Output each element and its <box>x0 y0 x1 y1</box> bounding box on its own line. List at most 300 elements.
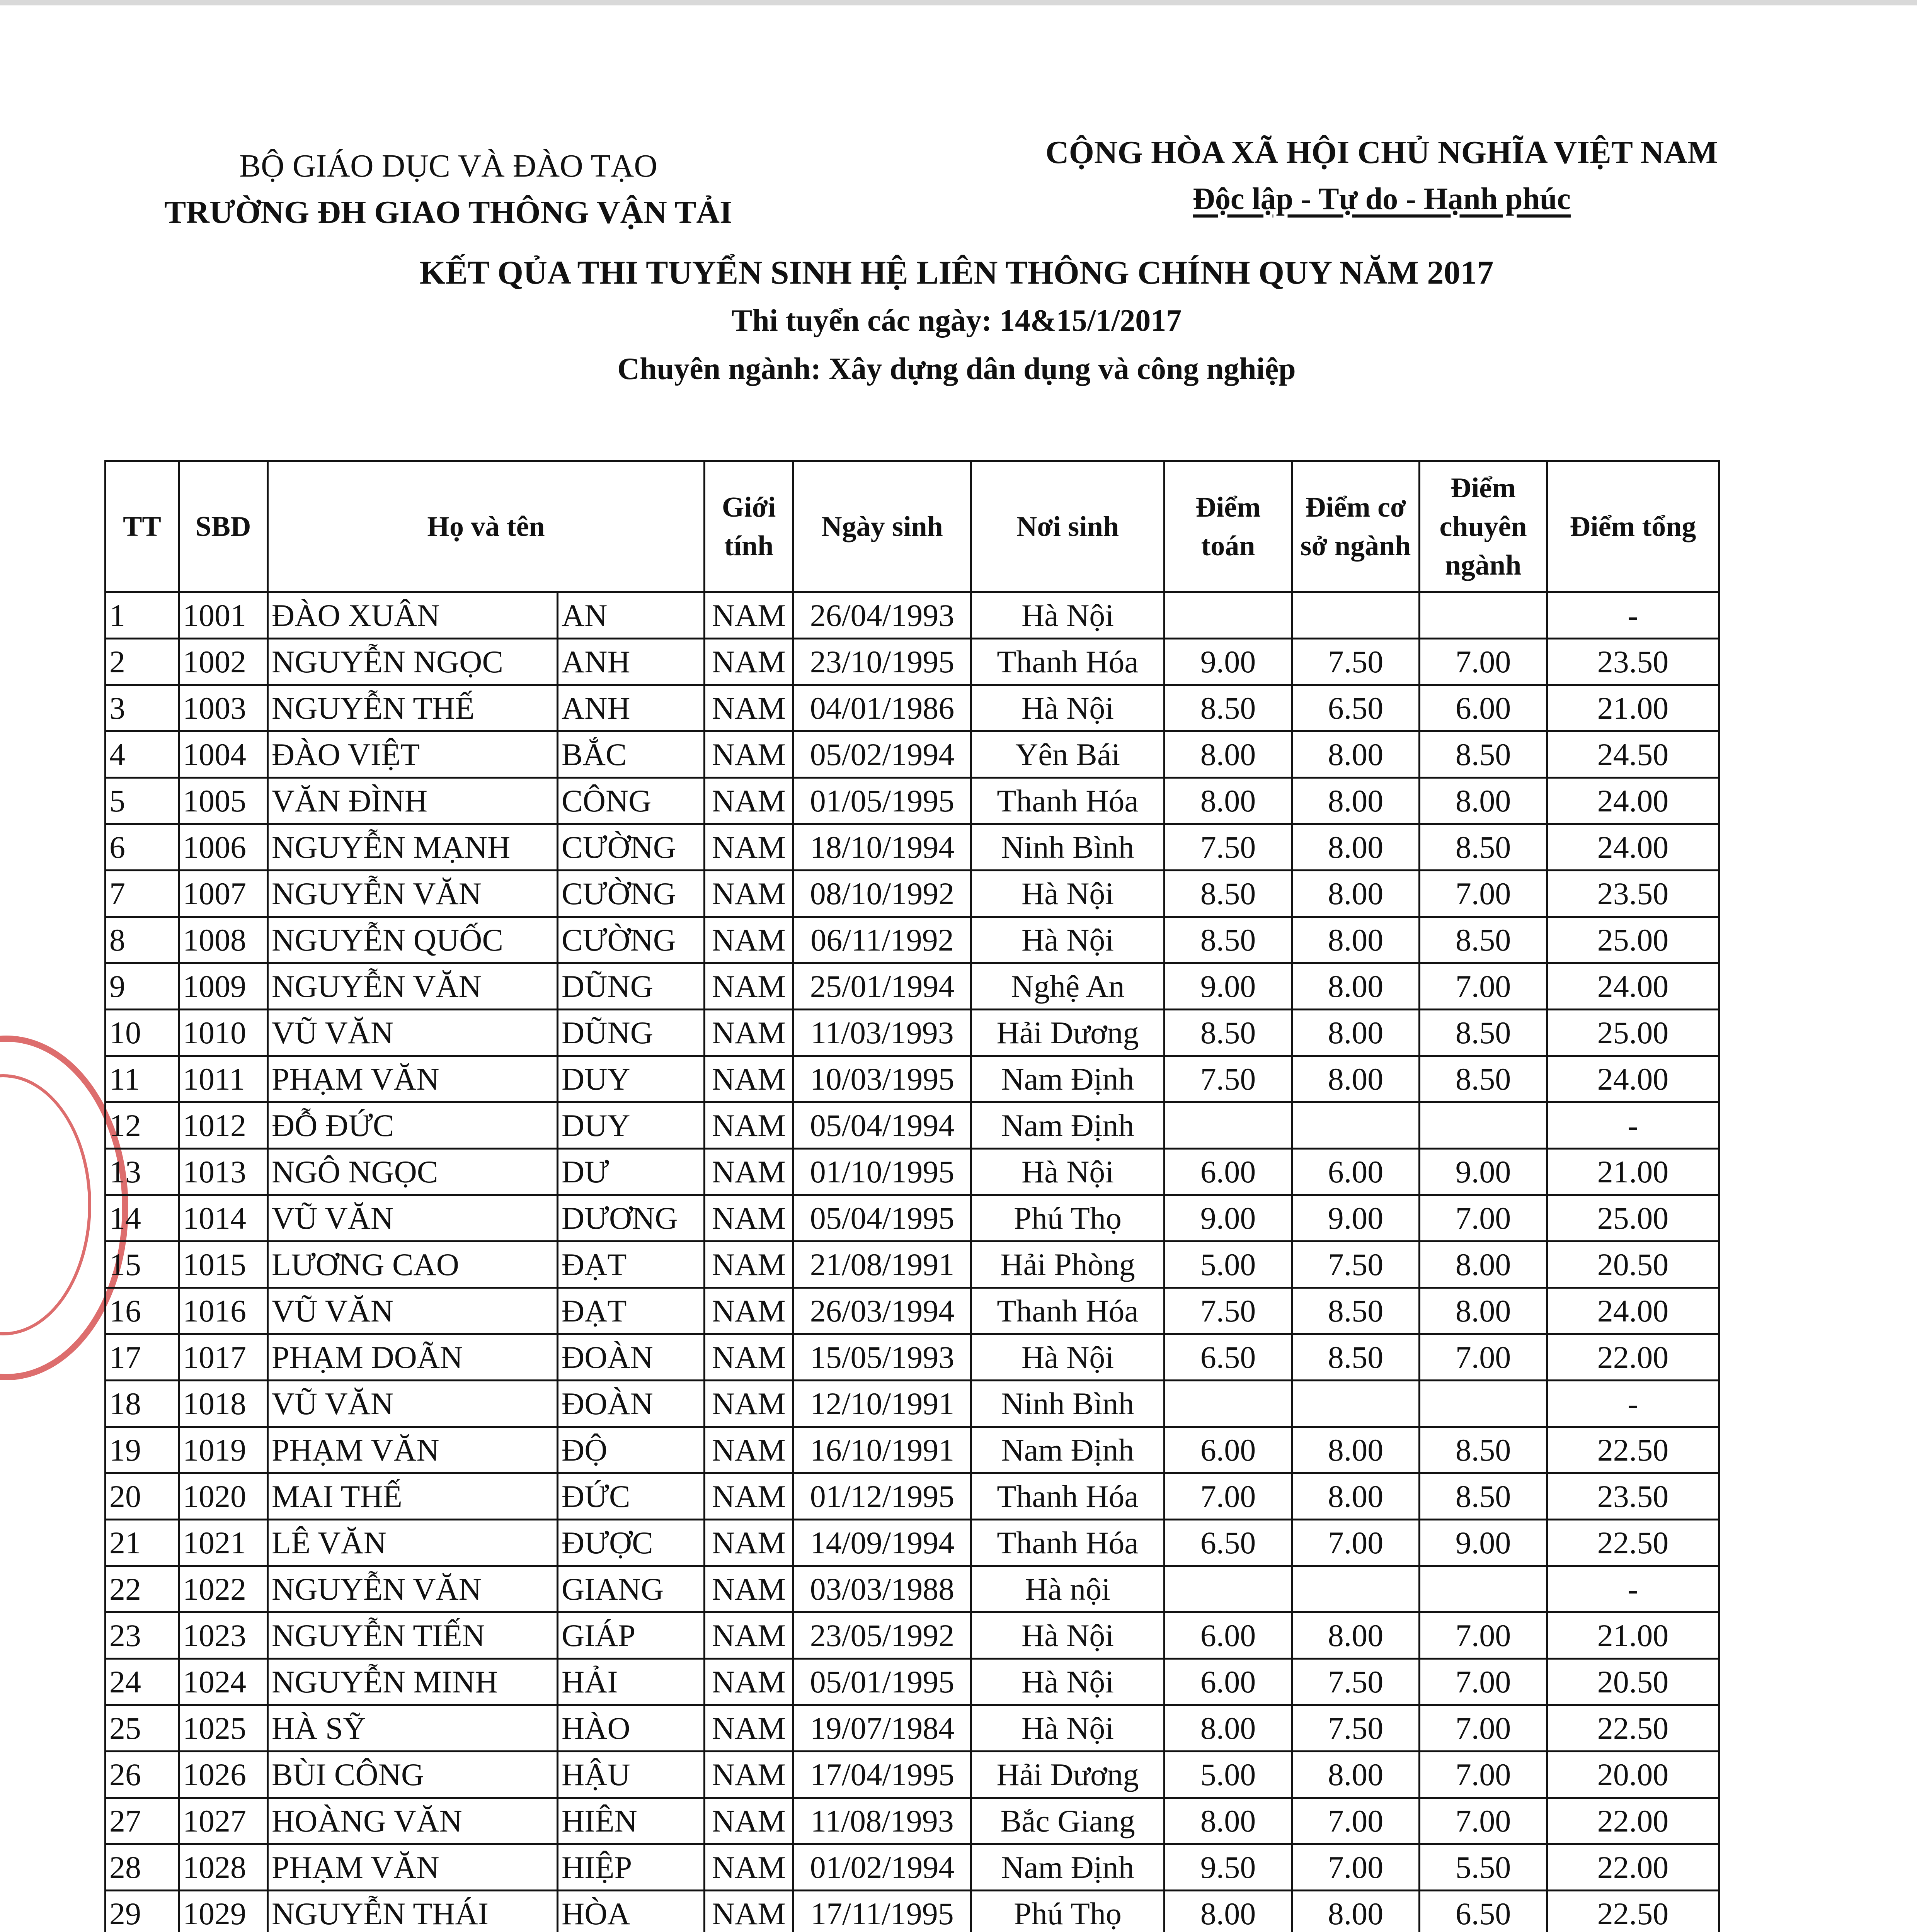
cell-math-score: 8.50 <box>1165 871 1292 917</box>
cell-last-name: VŨ VĂN <box>268 1195 558 1242</box>
cell-last-name: ĐÀO XUÂN <box>268 592 558 639</box>
cell-base-score: 8.50 <box>1292 1288 1420 1334</box>
cell-tt: 4 <box>106 731 179 778</box>
cell-pob: Ninh Bình <box>971 824 1165 871</box>
table-row <box>106 1798 1719 1844</box>
cell-math-score: 7.50 <box>1165 1056 1292 1102</box>
cell-tt: 12 <box>106 1102 179 1149</box>
cell-last-name: HÀ SỸ <box>268 1705 558 1752</box>
cell-pob: Thanh Hóa <box>971 1520 1165 1566</box>
cell-tt: 5 <box>106 778 179 824</box>
cell-pob: Hà Nội <box>971 1659 1165 1705</box>
cell-dob: 19/07/1984 <box>793 1705 971 1752</box>
cell-gender: NAM <box>705 1102 793 1149</box>
cell-major-score: 7.00 <box>1420 1195 1547 1242</box>
cell-first-name: ANH <box>558 639 705 685</box>
cell-math-score: 9.50 <box>1165 1844 1292 1891</box>
cell-last-name: BÙI CÔNG <box>268 1752 558 1798</box>
cell-gender: NAM <box>705 1427 793 1473</box>
cell-base-score: 7.00 <box>1292 1798 1420 1844</box>
cell-total-score: 22.50 <box>1547 1891 1719 1932</box>
cell-gender: NAM <box>705 731 793 778</box>
cell-tt: 20 <box>106 1473 179 1520</box>
cell-first-name: CƯỜNG <box>558 871 705 917</box>
cell-first-name: DƯ <box>558 1149 705 1195</box>
cell-first-name: DUY <box>558 1102 705 1149</box>
cell-total-score: 21.00 <box>1547 1612 1719 1659</box>
cell-total-score: - <box>1547 1381 1719 1427</box>
cell-math-score: 9.00 <box>1165 639 1292 685</box>
cell-first-name: ĐOÀN <box>558 1334 705 1381</box>
cell-sbd: 1018 <box>179 1381 268 1427</box>
cell-base-score <box>1292 1566 1420 1612</box>
cell-base-score <box>1292 1102 1420 1149</box>
cell-tt: 19 <box>106 1427 179 1473</box>
cell-last-name: NGUYỄN VĂN <box>268 871 558 917</box>
cell-math-score: 8.00 <box>1165 1705 1292 1752</box>
table-row <box>106 1891 1719 1932</box>
cell-pob: Hà Nội <box>971 917 1165 963</box>
cell-base-score: 8.00 <box>1292 1891 1420 1932</box>
cell-last-name: MAI THẾ <box>268 1473 558 1520</box>
cell-first-name: ANH <box>558 685 705 731</box>
cell-gender: NAM <box>705 1242 793 1288</box>
cell-gender: NAM <box>705 639 793 685</box>
cell-base-score: 8.00 <box>1292 963 1420 1010</box>
col-header-major: Điểm chuyên ngành <box>1420 461 1547 592</box>
cell-base-score: 7.50 <box>1292 1659 1420 1705</box>
cell-sbd: 1012 <box>179 1102 268 1149</box>
cell-major-score: 7.00 <box>1420 1752 1547 1798</box>
cell-math-score: 8.00 <box>1165 1891 1292 1932</box>
cell-major-score: 7.00 <box>1420 1612 1547 1659</box>
cell-pob: Phú Thọ <box>971 1891 1165 1932</box>
cell-sbd: 1020 <box>179 1473 268 1520</box>
cell-dob: 11/03/1993 <box>793 1010 971 1056</box>
cell-first-name: HÒA <box>558 1891 705 1932</box>
cell-sbd: 1002 <box>179 639 268 685</box>
cell-base-score: 8.00 <box>1292 871 1420 917</box>
cell-total-score: 24.00 <box>1547 778 1719 824</box>
cell-math-score: 6.50 <box>1165 1334 1292 1381</box>
cell-major-score: 8.00 <box>1420 778 1547 824</box>
cell-gender: NAM <box>705 871 793 917</box>
cell-pob: Yên Bái <box>971 731 1165 778</box>
cell-dob: 18/10/1994 <box>793 824 971 871</box>
cell-major-score: 7.00 <box>1420 963 1547 1010</box>
cell-math-score: 6.00 <box>1165 1612 1292 1659</box>
cell-pob: Nam Định <box>971 1844 1165 1891</box>
cell-gender: NAM <box>705 1798 793 1844</box>
cell-dob: 11/08/1993 <box>793 1798 971 1844</box>
cell-first-name: HÀO <box>558 1705 705 1752</box>
cell-last-name: VŨ VĂN <box>268 1288 558 1334</box>
cell-base-score: 8.00 <box>1292 1010 1420 1056</box>
cell-last-name: PHẠM DOÃN <box>268 1334 558 1381</box>
table-row <box>106 1242 1719 1288</box>
cell-dob: 05/02/1994 <box>793 731 971 778</box>
cell-sbd: 1017 <box>179 1334 268 1381</box>
cell-pob: Hà Nội <box>971 1334 1165 1381</box>
cell-total-score: 21.00 <box>1547 685 1719 731</box>
cell-major-score: 6.50 <box>1420 1891 1547 1932</box>
cell-gender: NAM <box>705 592 793 639</box>
cell-math-score: 8.00 <box>1165 778 1292 824</box>
table-row <box>106 1381 1719 1427</box>
cell-sbd: 1009 <box>179 963 268 1010</box>
cell-major-score: 7.00 <box>1420 1659 1547 1705</box>
cell-tt: 1 <box>106 592 179 639</box>
cell-major-score: 8.00 <box>1420 1242 1547 1288</box>
cell-total-score: 24.50 <box>1547 731 1719 778</box>
cell-pob: Nam Định <box>971 1056 1165 1102</box>
cell-total-score: 21.00 <box>1547 1149 1719 1195</box>
cell-tt: 2 <box>106 639 179 685</box>
table-body <box>106 592 1719 1932</box>
cell-dob: 25/01/1994 <box>793 963 971 1010</box>
col-header-gender: Giới tính <box>705 461 793 592</box>
cell-base-score: 7.50 <box>1292 1705 1420 1752</box>
cell-dob: 03/03/1988 <box>793 1566 971 1612</box>
cell-base-score: 8.00 <box>1292 1427 1420 1473</box>
cell-last-name: NGUYỄN THÁI <box>268 1891 558 1932</box>
cell-total-score: 25.00 <box>1547 1195 1719 1242</box>
cell-major-score <box>1420 592 1547 639</box>
cell-tt: 3 <box>106 685 179 731</box>
cell-first-name: DUY <box>558 1056 705 1102</box>
cell-tt: 28 <box>106 1844 179 1891</box>
table-row <box>106 1056 1719 1102</box>
table-row <box>106 871 1719 917</box>
cell-last-name: NGUYỄN VĂN <box>268 963 558 1010</box>
cell-total-score: 22.00 <box>1547 1334 1719 1381</box>
cell-last-name: LÊ VĂN <box>268 1520 558 1566</box>
cell-pob: Ninh Bình <box>971 1381 1165 1427</box>
cell-tt: 13 <box>106 1149 179 1195</box>
cell-pob: Hà Nội <box>971 1705 1165 1752</box>
cell-sbd: 1003 <box>179 685 268 731</box>
cell-total-score: - <box>1547 1566 1719 1612</box>
cell-base-score <box>1292 592 1420 639</box>
cell-sbd: 1015 <box>179 1242 268 1288</box>
table-row <box>106 917 1719 963</box>
cell-first-name: HIỆP <box>558 1844 705 1891</box>
cell-base-score: 9.00 <box>1292 1195 1420 1242</box>
cell-sbd: 1021 <box>179 1520 268 1566</box>
cell-last-name: PHẠM VĂN <box>268 1844 558 1891</box>
cell-sbd: 1022 <box>179 1566 268 1612</box>
cell-math-score <box>1165 1102 1292 1149</box>
cell-tt: 21 <box>106 1520 179 1566</box>
cell-math-score: 6.00 <box>1165 1659 1292 1705</box>
cell-total-score: 23.50 <box>1547 1473 1719 1520</box>
cell-dob: 01/10/1995 <box>793 1149 971 1195</box>
cell-sbd: 1006 <box>179 824 268 871</box>
cell-first-name: BẮC <box>558 731 705 778</box>
cell-major-score: 8.50 <box>1420 1473 1547 1520</box>
cell-sbd: 1008 <box>179 917 268 963</box>
cell-math-score: 7.00 <box>1165 1473 1292 1520</box>
cell-pob: Hải Dương <box>971 1010 1165 1056</box>
cell-tt: 7 <box>106 871 179 917</box>
cell-sbd: 1007 <box>179 871 268 917</box>
cell-pob: Hải Dương <box>971 1752 1165 1798</box>
cell-sbd: 1001 <box>179 592 268 639</box>
cell-gender: NAM <box>705 1056 793 1102</box>
document-titles <box>116 247 1797 394</box>
cell-total-score: 20.50 <box>1547 1242 1719 1288</box>
cell-math-score: 8.00 <box>1165 731 1292 778</box>
table-row <box>106 1520 1719 1566</box>
cell-base-score: 7.50 <box>1292 1242 1420 1288</box>
cell-gender: NAM <box>705 1473 793 1520</box>
cell-math-score: 6.50 <box>1165 1520 1292 1566</box>
cell-gender: NAM <box>705 1612 793 1659</box>
col-header-sbd: SBD <box>179 461 268 592</box>
cell-last-name: NGÔ NGỌC <box>268 1149 558 1195</box>
cell-math-score: 7.50 <box>1165 1288 1292 1334</box>
cell-first-name: ĐOÀN <box>558 1381 705 1427</box>
cell-first-name: HIÊN <box>558 1798 705 1844</box>
cell-total-score: 24.00 <box>1547 824 1719 871</box>
cell-major-score: 7.00 <box>1420 1705 1547 1752</box>
cell-tt: 29 <box>106 1891 179 1932</box>
results-table <box>104 460 1720 1932</box>
table-header-row <box>106 461 1719 592</box>
cell-pob: Nam Định <box>971 1102 1165 1149</box>
cell-tt: 14 <box>106 1195 179 1242</box>
cell-tt: 15 <box>106 1242 179 1288</box>
cell-math-score: 7.50 <box>1165 824 1292 871</box>
cell-first-name: CƯỜNG <box>558 824 705 871</box>
cell-major-score: 8.00 <box>1420 1288 1547 1334</box>
cell-dob: 05/01/1995 <box>793 1659 971 1705</box>
table-row <box>106 1659 1719 1705</box>
cell-last-name: NGUYỄN TIẾN <box>268 1612 558 1659</box>
cell-math-score <box>1165 1566 1292 1612</box>
table-row <box>106 1195 1719 1242</box>
cell-gender: NAM <box>705 1566 793 1612</box>
cell-gender: NAM <box>705 1752 793 1798</box>
cell-gender: NAM <box>705 917 793 963</box>
cell-gender: NAM <box>705 1288 793 1334</box>
cell-math-score: 5.00 <box>1165 1752 1292 1798</box>
cell-first-name: ĐỘ <box>558 1427 705 1473</box>
cell-major-score <box>1420 1381 1547 1427</box>
cell-tt: 16 <box>106 1288 179 1334</box>
cell-last-name: ĐỖ ĐỨC <box>268 1102 558 1149</box>
table-row <box>106 1566 1719 1612</box>
cell-last-name: NGUYỄN THẾ <box>268 685 558 731</box>
cell-sbd: 1029 <box>179 1891 268 1932</box>
cell-last-name: NGUYỄN MẠNH <box>268 824 558 871</box>
cell-total-score: 25.00 <box>1547 1010 1719 1056</box>
cell-pob: Thanh Hóa <box>971 639 1165 685</box>
cell-math-score <box>1165 1381 1292 1427</box>
cell-total-score: 22.50 <box>1547 1705 1719 1752</box>
cell-math-score: 5.00 <box>1165 1242 1292 1288</box>
cell-pob: Nghệ An <box>971 963 1165 1010</box>
cell-total-score: 23.50 <box>1547 639 1719 685</box>
cell-base-score: 8.00 <box>1292 1056 1420 1102</box>
cell-first-name: CƯỜNG <box>558 917 705 963</box>
cell-base-score: 8.00 <box>1292 1612 1420 1659</box>
cell-tt: 26 <box>106 1752 179 1798</box>
cell-sbd: 1010 <box>179 1010 268 1056</box>
cell-last-name: HOÀNG VĂN <box>268 1798 558 1844</box>
col-header-pob: Nơi sinh <box>971 461 1165 592</box>
cell-dob: 01/05/1995 <box>793 778 971 824</box>
table-row <box>106 824 1719 871</box>
cell-first-name: DƯƠNG <box>558 1195 705 1242</box>
cell-dob: 16/10/1991 <box>793 1427 971 1473</box>
cell-base-score: 7.50 <box>1292 639 1420 685</box>
cell-gender: NAM <box>705 963 793 1010</box>
cell-total-score: 24.00 <box>1547 1056 1719 1102</box>
ministry-name: BỘ GIÁO DỤC VÀ ĐÀO TẠO <box>239 148 657 184</box>
cell-dob: 17/11/1995 <box>793 1891 971 1932</box>
cell-major-score: 8.50 <box>1420 1010 1547 1056</box>
cell-math-score: 6.00 <box>1165 1427 1292 1473</box>
cell-tt: 24 <box>106 1659 179 1705</box>
cell-dob: 14/09/1994 <box>793 1520 971 1566</box>
cell-last-name: PHẠM VĂN <box>268 1056 558 1102</box>
table-row <box>106 963 1719 1010</box>
cell-pob: Hải Phòng <box>971 1242 1165 1288</box>
cell-dob: 21/08/1991 <box>793 1242 971 1288</box>
cell-dob: 08/10/1992 <box>793 871 971 917</box>
col-header-total: Điểm tổng <box>1547 461 1719 592</box>
cell-last-name: ĐÀO VIỆT <box>268 731 558 778</box>
cell-sbd: 1019 <box>179 1427 268 1473</box>
cell-tt: 11 <box>106 1056 179 1102</box>
cell-gender: NAM <box>705 1891 793 1932</box>
cell-sbd: 1024 <box>179 1659 268 1705</box>
cell-sbd: 1026 <box>179 1752 268 1798</box>
cell-pob: Hà Nội <box>971 685 1165 731</box>
cell-first-name: HẢI <box>558 1659 705 1705</box>
scan-edge <box>0 0 1917 5</box>
cell-total-score: 22.00 <box>1547 1844 1719 1891</box>
document-title: KẾT QỦA THI TUYỂN SINH HỆ LIÊN THÔNG CHÍNH QUY NĂM 2017 <box>419 254 1494 291</box>
cell-total-score: 20.00 <box>1547 1752 1719 1798</box>
cell-sbd: 1023 <box>179 1612 268 1659</box>
cell-last-name: NGUYỄN NGỌC <box>268 639 558 685</box>
cell-base-score <box>1292 1381 1420 1427</box>
cell-dob: 23/10/1995 <box>793 639 971 685</box>
cell-first-name: ĐƯỢC <box>558 1520 705 1566</box>
cell-pob: Bắc Giang <box>971 1798 1165 1844</box>
cell-pob: Hà Nội <box>971 1149 1165 1195</box>
cell-major-score: 9.00 <box>1420 1149 1547 1195</box>
cell-total-score: 20.50 <box>1547 1659 1719 1705</box>
cell-first-name: GIÁP <box>558 1612 705 1659</box>
col-header-name: Họ và tên <box>268 461 705 592</box>
table-row <box>106 1102 1719 1149</box>
cell-sbd: 1004 <box>179 731 268 778</box>
cell-total-score: 25.00 <box>1547 917 1719 963</box>
table-row <box>106 1612 1719 1659</box>
cell-pob: Hà nội <box>971 1566 1165 1612</box>
cell-major-score: 7.00 <box>1420 1798 1547 1844</box>
cell-total-score: 23.50 <box>1547 871 1719 917</box>
cell-first-name: AN <box>558 592 705 639</box>
cell-last-name: NGUYỄN QUỐC <box>268 917 558 963</box>
cell-dob: 01/02/1994 <box>793 1844 971 1891</box>
cell-total-score: 22.00 <box>1547 1798 1719 1844</box>
school-name: TRƯỜNG ĐH GIAO THÔNG VẬN TẢI <box>164 194 732 230</box>
cell-gender: NAM <box>705 1705 793 1752</box>
table-row <box>106 731 1719 778</box>
cell-major-score <box>1420 1566 1547 1612</box>
cell-dob: 12/10/1991 <box>793 1381 971 1427</box>
cell-pob: Phú Thọ <box>971 1195 1165 1242</box>
cell-major-score: 8.50 <box>1420 824 1547 871</box>
exam-dates: Thi tuyển các ngày: 14&15/1/2017 <box>731 304 1182 338</box>
cell-total-score: 24.00 <box>1547 963 1719 1010</box>
cell-first-name: ĐẠT <box>558 1288 705 1334</box>
cell-sbd: 1016 <box>179 1288 268 1334</box>
major-name: Chuyên ngành: Xây dựng dân dụng và công nghiệp <box>617 352 1296 386</box>
table-row <box>106 1844 1719 1891</box>
cell-tt: 17 <box>106 1334 179 1381</box>
cell-first-name: ĐẠT <box>558 1242 705 1288</box>
cell-dob: 05/04/1995 <box>793 1195 971 1242</box>
cell-gender: NAM <box>705 1381 793 1427</box>
cell-major-score: 8.50 <box>1420 917 1547 963</box>
cell-major-score: 9.00 <box>1420 1520 1547 1566</box>
col-header-base: Điểm cơ sở ngành <box>1292 461 1420 592</box>
cell-gender: NAM <box>705 1149 793 1195</box>
cell-sbd: 1028 <box>179 1844 268 1891</box>
cell-major-score: 7.00 <box>1420 871 1547 917</box>
cell-last-name: PHẠM VĂN <box>268 1427 558 1473</box>
cell-dob: 10/03/1995 <box>793 1056 971 1102</box>
cell-major-score: 8.50 <box>1420 731 1547 778</box>
republic-name: CỘNG HÒA XÃ HỘI CHỦ NGHĨA VIỆT NAM <box>1045 134 1718 170</box>
header-right <box>908 128 1855 220</box>
table-row <box>106 1149 1719 1195</box>
cell-math-score: 8.50 <box>1165 1010 1292 1056</box>
cell-pob: Thanh Hóa <box>971 1288 1165 1334</box>
cell-dob: 23/05/1992 <box>793 1612 971 1659</box>
cell-gender: NAM <box>705 778 793 824</box>
cell-major-score: 7.00 <box>1420 1334 1547 1381</box>
cell-tt: 8 <box>106 917 179 963</box>
cell-major-score <box>1420 1102 1547 1149</box>
cell-gender: NAM <box>705 1659 793 1705</box>
table-row <box>106 685 1719 731</box>
table-row <box>106 778 1719 824</box>
cell-math-score: 9.00 <box>1165 1195 1292 1242</box>
header-left <box>120 143 777 236</box>
table-row <box>106 1288 1719 1334</box>
cell-gender: NAM <box>705 1010 793 1056</box>
cell-base-score: 6.50 <box>1292 685 1420 731</box>
cell-tt: 18 <box>106 1381 179 1427</box>
cell-last-name: VĂN ĐÌNH <box>268 778 558 824</box>
cell-math-score: 9.00 <box>1165 963 1292 1010</box>
cell-first-name: CÔNG <box>558 778 705 824</box>
cell-last-name: LƯƠNG CAO <box>268 1242 558 1288</box>
cell-dob: 05/04/1994 <box>793 1102 971 1149</box>
cell-dob: 04/01/1986 <box>793 685 971 731</box>
cell-pob: Thanh Hóa <box>971 778 1165 824</box>
cell-base-score: 8.50 <box>1292 1334 1420 1381</box>
cell-math-score: 8.50 <box>1165 685 1292 731</box>
cell-tt: 22 <box>106 1566 179 1612</box>
cell-major-score: 6.00 <box>1420 685 1547 731</box>
